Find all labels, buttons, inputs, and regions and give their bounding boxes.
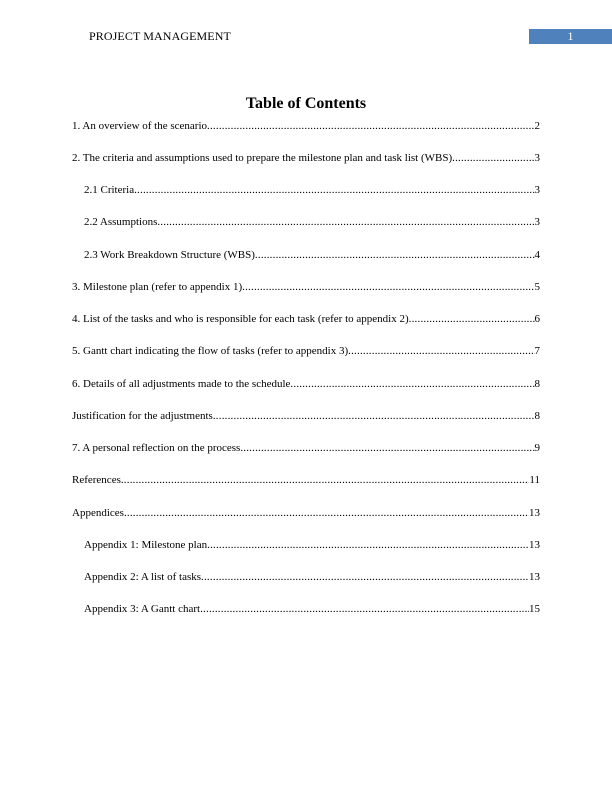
toc-dot-leader [240, 442, 534, 454]
toc-entry-label: 4. List of the tasks and who is responsible for each task (refer to appendix 2) [72, 313, 409, 325]
toc-entry-label: 2.2 Assumptions [84, 216, 158, 228]
toc-dot-leader [213, 410, 535, 422]
toc-entry-page: 15 [529, 603, 540, 615]
toc-dot-leader [348, 345, 534, 357]
toc-entry-label: 1. An overview of the scenario [72, 120, 208, 132]
toc-entry-overview[interactable] [72, 118, 540, 132]
toc-entry-reflection[interactable] [72, 440, 540, 454]
toc-entry-label: Appendices [72, 507, 124, 519]
toc-entry-label: Appendix 1: Milestone plan [84, 539, 208, 551]
toc-entry-criteria-assumptions[interactable] [72, 150, 540, 164]
toc-entry-page: 3 [534, 216, 540, 228]
toc-entry-appendix-1[interactable] [84, 537, 540, 551]
toc-entry-wbs[interactable] [84, 247, 540, 261]
toc-entry-appendix-2[interactable] [84, 569, 540, 583]
toc-entry-criteria[interactable] [84, 182, 540, 196]
toc-entry-adjustments[interactable] [72, 376, 540, 390]
toc-entry-page: 13 [529, 539, 540, 551]
toc-dot-leader [207, 539, 529, 551]
toc-entry-page: 11 [529, 474, 540, 486]
running-header-title: PROJECT MANAGEMENT [89, 29, 231, 43]
toc-entry-page: 13 [529, 571, 540, 583]
toc-dot-leader [201, 571, 529, 583]
toc-entry-milestone-plan[interactable] [72, 279, 540, 293]
toc-entry-justification[interactable] [72, 408, 540, 422]
toc-entry-page: 6 [534, 313, 540, 325]
toc-entry-label: 6. Details of all adjustments made to the schedule [72, 378, 291, 390]
toc-entry-label: References [72, 474, 121, 486]
toc-entry-page: 7 [534, 345, 540, 357]
toc-entry-page: 9 [534, 442, 540, 454]
toc-entry-page: 3 [534, 152, 540, 164]
toc-entry-label: Appendix 3: A Gantt chart [84, 603, 201, 615]
toc-dot-leader [134, 184, 534, 196]
toc-entry-page: 8 [534, 378, 540, 390]
toc-dot-leader [255, 249, 535, 261]
toc-entry-appendices[interactable] [72, 505, 540, 519]
toc-entry-page: 13 [529, 507, 540, 519]
toc-dot-leader [157, 216, 534, 228]
toc-dot-leader [207, 120, 534, 132]
toc-dot-leader [242, 281, 534, 293]
toc-entry-gantt-chart[interactable] [72, 343, 540, 357]
toc-entry-page: 3 [534, 184, 540, 196]
toc-entry-label: Justification for the adjustments [72, 410, 213, 422]
toc-entry-label: Appendix 2: A list of tasks [84, 571, 202, 583]
toc-entry-appendix-3[interactable] [84, 601, 540, 615]
toc-dot-leader [290, 378, 534, 390]
toc-entry-page: 8 [534, 410, 540, 422]
toc-heading: Table of Contents [245, 95, 367, 112]
toc-entry-label: 5. Gantt chart indicating the flow of tasks (refer to appendix 3) [72, 345, 349, 357]
toc-entry-label: 7. A personal reflection on the process [72, 442, 241, 454]
toc-entry-task-list[interactable] [72, 311, 540, 325]
toc-entry-page: 4 [534, 249, 540, 261]
toc-entry-page: 5 [534, 281, 540, 293]
page-number-badge [529, 29, 612, 44]
page-number: 1 [567, 29, 574, 43]
toc-entry-page: 2 [534, 120, 540, 132]
toc-dot-leader [409, 313, 535, 325]
toc-dot-leader [452, 152, 534, 164]
toc-entry-label: 2. The criteria and assumptions used to prepare the milestone plan and task list (WBS) [72, 152, 453, 164]
toc-dot-leader [200, 603, 529, 615]
toc-entry-assumptions[interactable] [84, 214, 540, 228]
toc-entry-label: 3. Milestone plan (refer to appendix 1) [72, 281, 243, 293]
toc-dot-leader [124, 507, 529, 519]
toc-dot-leader [121, 474, 530, 486]
toc-entry-label: 2.3 Work Breakdown Structure (WBS) [84, 249, 255, 261]
toc-entry-label: 2.1 Criteria [84, 184, 135, 196]
toc-entry-references[interactable] [72, 472, 540, 486]
